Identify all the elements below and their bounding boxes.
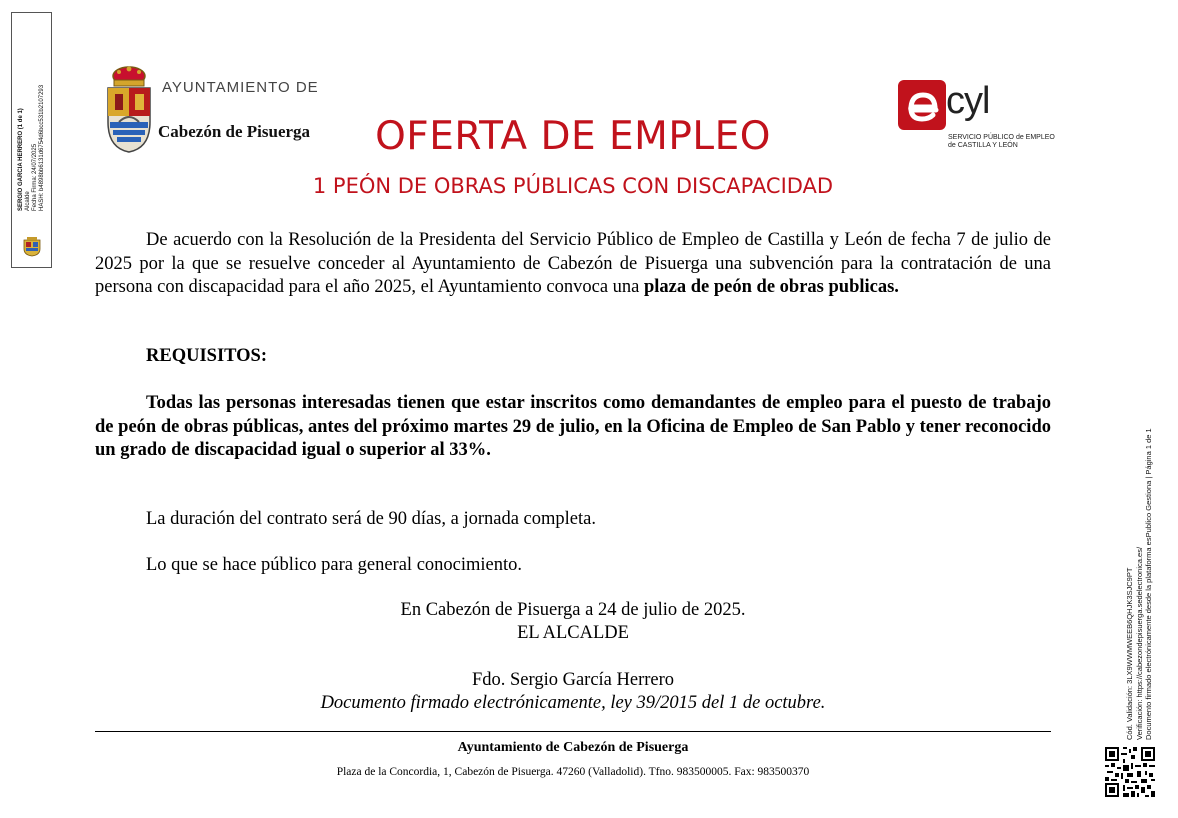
- verification-line: Documento firmado electrónicamente desde la plataforma esPublico Gestiona | Página 1 de 1: [1144, 428, 1153, 740]
- ecyl-wordmark: cyl: [946, 80, 990, 122]
- stamp-line: HASH: b4898bb6131d6754d6bcc531b2107293: [39, 84, 45, 211]
- ayuntamiento-label: AYUNTAMIENTO DE: [162, 79, 319, 96]
- public-notice: Lo que se hace público para general conocimiento.: [146, 555, 523, 575]
- ecyl-subtitle-line: SERVICIO PÚBLICO de EMPLEO: [948, 134, 1055, 141]
- signer-name: Fdo. Sergio García Herrero: [471, 670, 675, 690]
- intro-text: De acuerdo con la Resolución de la Presidenta del Servicio Público de Empleo de Castilla y León de fecha 7 de julio de 2025 por la que se resuelve conceder al Ayuntamiento de Cabezón de Pisuerga una subvención para la contratación de una persona con discapacidad para el año 2025, el Ayuntamiento convoca una: [95, 230, 1051, 297]
- requisitos-heading: REQUISITOS:: [146, 346, 267, 366]
- municipality-name: Cabezón de Pisuerga: [158, 122, 311, 141]
- signer-role: EL ALCALDE: [517, 623, 629, 643]
- page-subtitle: 1 PEÓN DE OBRAS PÚBLICAS CON DISCAPACIDAD: [312, 174, 834, 198]
- requirements-paragraph: Todas las personas interesadas tienen que estar inscritos como demandantes de empleo para el puesto de trabajo de peón de obras públicas, antes del próximo martes 29 de julio, en la Oficina de Empleo de San Pablo y tener reconocido un grado de discapacidad igual o superior al 33%.: [95, 393, 1051, 460]
- municipal-seal-icon: [21, 235, 43, 257]
- intro-paragraph: [95, 229, 1051, 300]
- verification-line: Cód. Validación: 3LX9WWMWEEB6QHJK3SJC9PT: [1125, 567, 1134, 740]
- qr-code-icon: [1105, 747, 1155, 797]
- stamp-line: Alcalde: [25, 191, 31, 211]
- stamp-line: SERGIO GARCIA HERRERO (1 de 1): [18, 108, 24, 211]
- place-date: En Cabezón de Pisuerga a 24 de julio de 2025.: [400, 600, 746, 620]
- contract-duration: La duración del contrato será de 90 días, a jornada completa.: [146, 509, 596, 529]
- verification-strip: [1125, 380, 1154, 740]
- ecyl-subtitle-line: de CASTILLA Y LEÓN: [948, 142, 1018, 149]
- footer-divider: [95, 731, 1051, 732]
- intro-bold-text: plaza de peón de obras publicas.: [644, 277, 899, 297]
- footer-address: Plaza de la Concordia, 1, Cabezón de Pisuerga. 47260 (Valladolid). Tfno. 983500005. Fax: 983500370: [336, 766, 810, 778]
- signature-note: Documento firmado electrónicamente, ley 39/2015 del 1 de octubre.: [320, 693, 826, 713]
- footer-name: Ayuntamiento de Cabezón de Pisuerga: [457, 740, 689, 755]
- verification-line: Verificación: https://cabezondepisuerga.sedelectronica.es/: [1134, 546, 1144, 740]
- stamp-line: Fecha Firma: 24/07/2025: [32, 143, 38, 211]
- page-title: OFERTA DE EMPLEO: [375, 114, 771, 159]
